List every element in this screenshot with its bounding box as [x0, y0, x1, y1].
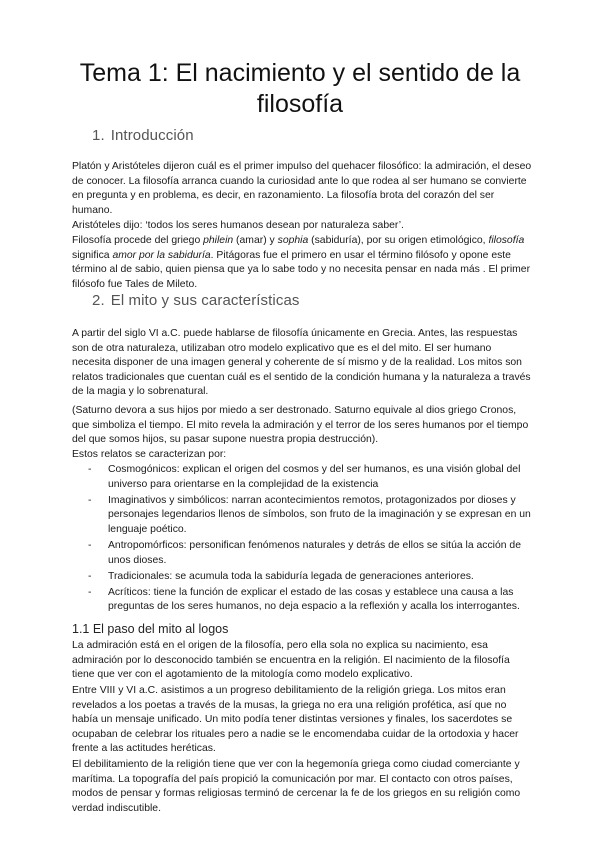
italic-term-sophia: sophia — [277, 235, 309, 246]
list-item-text: Tradicionales: se acumula toda la sabiduría legada de generaciones anteriores. — [108, 570, 474, 582]
section-heading-introduccion — [92, 127, 194, 144]
page-title: Tema 1: El nacimiento y el sentido de la filosofía — [79, 59, 521, 118]
list-item — [88, 494, 532, 538]
bullet-dash: - — [88, 494, 92, 506]
mito-paragraph-2: (Saturno devora a sus hijos por miedo a ser destronado. Saturno equivale al dios griego Cronos, que simboliza el tiempo. El mito revela la admiración y el terror de los seres humanos por el tiempo del que somos hijos, su pasar supone nuestra propia destrucción). — [72, 405, 529, 446]
italic-term-filosofia: filosofía — [488, 235, 525, 246]
list-item — [88, 539, 532, 568]
list-item-text: Cosmogónicos: explican el origen del cosmos y del ser humanos, es una visión global del universo para orientarse en la complejidad de la existencia — [108, 464, 521, 490]
list-item — [88, 570, 532, 585]
list-item-text: Imaginativos y simbólicos: narran acontecimientos remotos, protagonizados por dioses y personajes legendarios llenos de símbolos, son fruto de la imaginación y se expresan en un lenguaje poético. — [108, 494, 531, 535]
text-run: . Pitágoras fue el primero en usar el término filósofo y opone este término al de sabio, quien piensa que ya lo sabe todo y no necesita pensar en nada más . El primer filósofo fue Tales de Mileto. — [72, 249, 531, 290]
list-item-text: Antropomórficos: personifican fenómenos naturales y detrás de ellos se sitúa la acción de unos dioses. — [108, 539, 521, 566]
list-item — [88, 586, 532, 615]
list-item-text: Acríticos: tiene la función de explicar el estado de las cosas y establece una causa a las preguntas de los seres humanos, no deja espacio a la reflexión y acalla los interrogantes. — [108, 586, 520, 613]
logos-paragraph-2: Entre VIII y VI a.C. asistimos a un progreso debilitamiento de la religión griega. Los mitos eran revelados a los poetas a través de la musas, la griega no era una religión profética, así que no había un mensaje unificado. Un mito podía tener distintas versiones y finales, los sacerdotes se ocupaban de celebrar los rituales pero a nadie se le encomendaba cuidar de la ortodoxia y hacer frente a las actitudes heréticas. — [72, 685, 519, 755]
mito-paragraph-1: A partir del siglo VI a.C. puede hablarse de filosofía únicamente en Grecia. Antes, las respuestas son de otra naturaleza, utilizaban otro modelo explicativo que es el del mito. El ser humano necesita disponer de una imagen general y coherente de sí mismo y de la realidad. Los mitos son relatos tradicionales que cuentan cuál es el sentido de la condición humana y la naturaleza a través de la magia y lo sobrenatural. — [72, 328, 531, 398]
bullet-dash: - — [88, 464, 92, 475]
italic-term-amor: amor por la sabiduría — [112, 249, 211, 261]
intro-paragraph-2: Aristóteles dijo: ‘todos los seres humanos desean por naturaleza saber’. — [72, 220, 404, 231]
text-run: significa — [72, 249, 113, 261]
intro-paragraph-1: Platón y Aristóteles dijeron cuál es el primer impulso del quehacer filosófico: la admiración, el deseo de conocer. La filosofía arranca cuando la curiosidad ante lo que rodea al ser humano se convierte en pregunta y en problema, es decir, en razonamiento. La filosofía brota del corazón del ser humano. — [72, 161, 532, 216]
text-run: (sabiduría), por su origen etimológico, — [308, 235, 489, 246]
section-heading-mito — [92, 292, 300, 309]
section-title: Introducción — [110, 127, 194, 144]
bullet-dash: - — [88, 586, 92, 598]
section-number: 1. — [92, 127, 105, 144]
bullet-dash: - — [88, 570, 92, 582]
subsection-heading-logos: 1.1 El paso del mito al logos — [72, 622, 229, 636]
bullet-dash: - — [88, 539, 92, 551]
italic-term-philein: philein — [203, 235, 234, 246]
intro-paragraph-3 — [72, 234, 532, 292]
logos-paragraph-3: El debilitamiento de la religión tiene que ver con la hegemonía griega como ciudad comerciante y marítima. La topografía del país propició la comunicación por mar. El contacto con otros países, modos de pensar y formas religiosas terminó de cercenar la fe de los griegos en su religión como verdad indiscutible. — [72, 759, 521, 814]
logos-paragraph-1: La admiración está en el origen de la filosofía, pero ella sola no explica su nacimiento, esa admiración por lo desconocido también se encuentra en la religión. El nacimiento de la filosofía tiene que ver con el agotamiento de la mitología como modelo explicativo. — [72, 640, 510, 681]
list-item — [88, 463, 532, 492]
section-title: El mito y sus características — [110, 292, 300, 309]
mito-paragraph-3: Estos relatos se caracterizan por: — [72, 449, 227, 460]
text-run: Filosofía procede del griego — [72, 235, 204, 246]
characteristics-list — [88, 463, 532, 616]
text-run: (amar) y — [233, 235, 278, 246]
section-number: 2. — [92, 292, 105, 309]
